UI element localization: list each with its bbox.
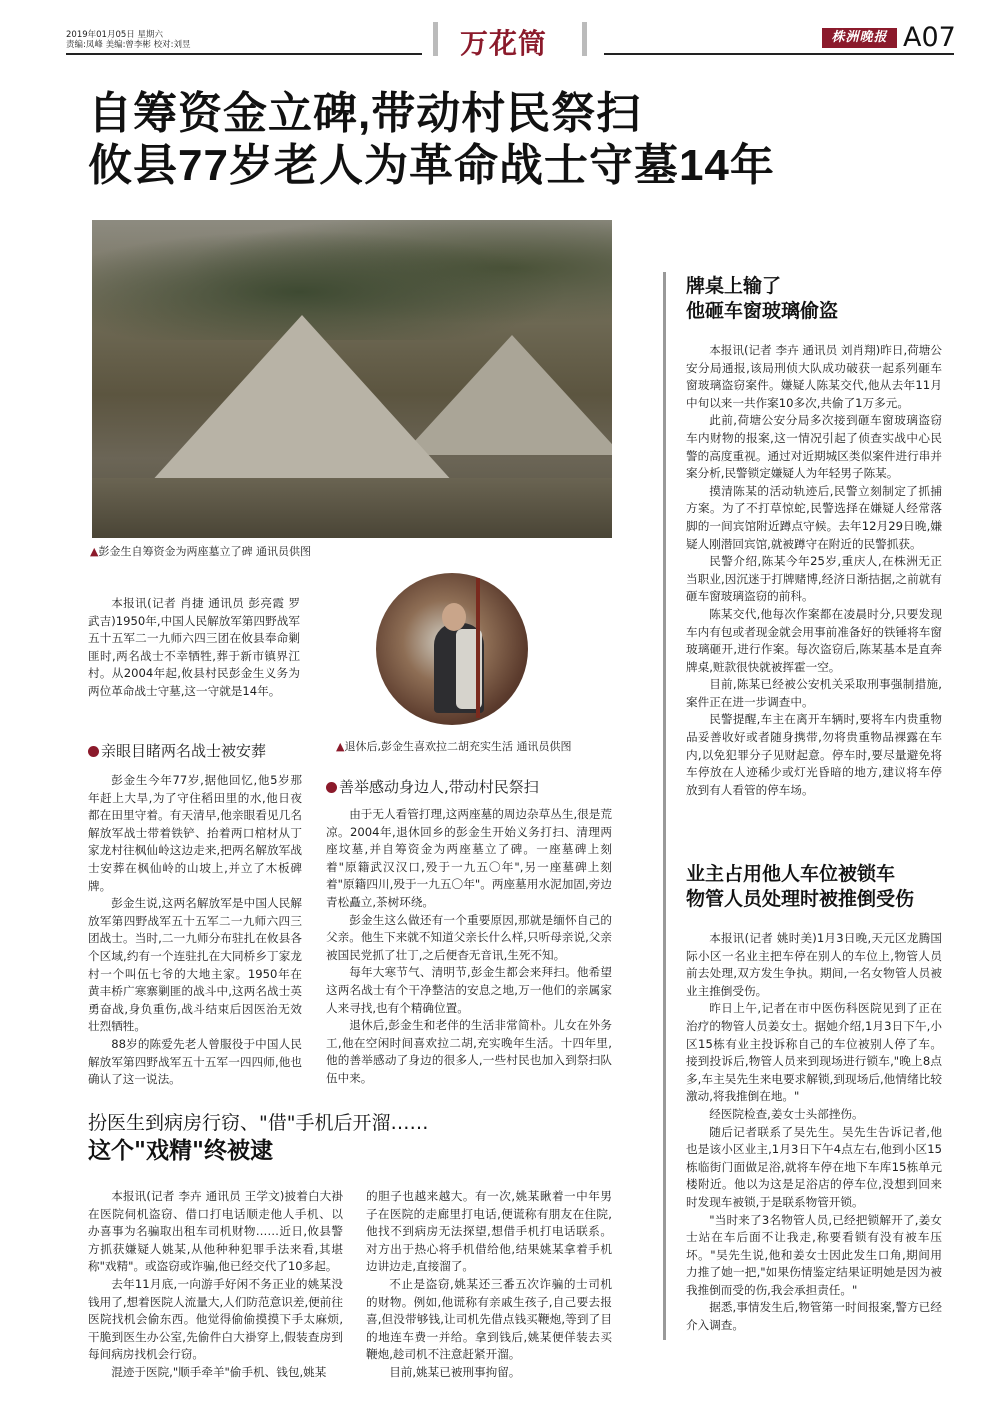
paragraph: 本报讯(记者 李卉 通讯员 王学文)披着白大褂在医院伺机盗窃、借口打电话顺走他人手机、以办喜事为名骗取出租车司机财物……近日,攸县警方抓获嫌疑人姚某,从他种种犯罪手法来看,其堪称"戏精"。或盗窃或诈骗,他已经交代了10多起。	[88, 1189, 343, 1274]
subhead-text: 亲眼目睹两名战士被安葬	[101, 742, 267, 760]
phone-story-col2	[366, 1188, 612, 1382]
paragraph: 此前,荷塘公安分局多次接到砸车窗玻璃盗窃车内财物的报案,这一情况引起了侦查实战中心民警的高度重视。通过对近期城区类似案件进行串并案分析,民警锁定嫌疑人为年轻男子陈某。	[686, 413, 942, 481]
paragraph: 民警介绍,陈某今年25岁,重庆人,在株洲无正当职业,因沉迷于打牌赌博,经济日渐拮据,之前就有砸车窗玻璃盗窃的前科。	[686, 554, 942, 604]
newspaper-logo: 株洲晚报	[822, 28, 897, 48]
paragraph: 民警提醒,车主在离开车辆时,要将车内贵重物品妥善收好或者随身携带,勿将贵重物品裸露在车内,以免犯罪分子见财起意。停车时,要尽量避免将车停放在人迹稀少或灯光昏暗的地方,建议将车停放到有人看管的停车场。	[686, 712, 942, 797]
paragraph: 昨日上午,记者在市中医伤科医院见到了正在治疗的物管人员姜女士。据她介绍,1月3日下午,小区15栋有业主投诉称自己的车位被别人停了车。接到投诉后,物管人员来到现场进行锁车,"晚上8点多,车主吴先生来电要求解锁,到现场后,他情绪比较激动,将我推倒在地。"	[686, 1001, 942, 1104]
paragraph: 随后记者联系了吴先生。吴先生告诉记者,他也是该小区业主,1月3日下午4点左右,他到小区15栋临街门面做足浴,就将车停在地下车库15栋单元楼附近。他以为这是足浴店的停车位,没想到回来时发现车被锁,于是联系物管开锁。	[686, 1124, 942, 1209]
erhu-photo-caption	[336, 738, 571, 754]
headline-line: 牌桌上输了	[686, 275, 782, 297]
main-intro	[88, 595, 300, 701]
paragraph: 陈某交代,他每次作案都在凌晨时分,只要发现车内有包或者现金就会用事前准备好的铁锤将车窗玻璃砸开,进行作案。每次盗窃后,陈某基本是直奔牌桌,赃款很快就被挥霍一空。	[686, 606, 942, 674]
parking-story-body	[686, 930, 942, 1335]
caption-text: 彭金生自筹资金为两座墓立了碑 通讯员供图	[98, 545, 311, 558]
paragraph: 混迹于医院,"顺手牵羊"偷手机、钱包,姚某	[111, 1364, 327, 1379]
paragraph: 去年11月底,一向游手好闲不务正业的姚某没钱用了,想着医院人流量大,人们防范意识差,便前往医院找机会偷东西。他觉得偷偷摸摸下手太麻烦,干脆到医生办公室,先偷件白大褂穿上,假装查房到每间病房找机会行窃。	[88, 1276, 343, 1362]
main-headline-line2: 攸县77岁老人为革命战士守墓14年	[88, 141, 775, 190]
header-rule-right	[604, 53, 954, 55]
subhead-section1	[88, 740, 266, 761]
card-story-body	[686, 342, 942, 799]
phone-story-headline: 这个"戏精"终被逮	[88, 1137, 273, 1164]
bullet-dot-icon	[88, 746, 99, 757]
headline-line: 业主占用他人车位被锁车	[686, 863, 896, 885]
intro-paragraph: 本报讯(记者 肖捷 通讯员 彭亮霞 罗武吉)1950年,中国人民解放军第四野战军五十五军二一九师六四三团在攸县奉命剿匪时,两名战士不幸牺牲,葬于新市镇界江村。从2004年起,攸县村民彭金生义务为两位革命战士守墓,这一守就是14年。	[88, 596, 300, 698]
bullet-dot-icon	[326, 782, 337, 793]
headline-line: 物管人员处理时被推倒受伤	[686, 888, 915, 910]
erhu-photo	[376, 573, 528, 725]
paragraph: 目前,陈某已经被公安机关采取刑事强制措施,案件正在进一步调查中。	[686, 677, 942, 709]
subhead-section2	[326, 776, 539, 797]
paragraph: 本报讯(记者 李卉 通讯员 刘肖翔)昨日,荷塘公安分局通报,该局刑侦大队成功破获一起系列砸车窗玻璃盗窃案件。嫌疑人陈某交代,他从去年11月中旬以来一共作案10多次,共偷了1万多元。	[686, 343, 942, 410]
editor-credits: 责编:凤峰 美编:曾李彬 校对:刘昱	[66, 40, 191, 50]
paragraph: 摸清陈某的活动轨迹后,民警立刻制定了抓捕方案。为了不打草惊蛇,民警选择在嫌疑人经常落脚的一间宾馆附近蹲点守候。去年12月29日晚,嫌疑人刚潜回宾馆,就被蹲守在附近的民警抓获。	[686, 483, 942, 551]
paragraph: 彭金生这么做还有一个重要原因,那就是缅怀自己的父亲。他生下来就不知道父亲长什么样,只听母亲说,父亲被国民党抓了壮丁,之后便杳无音讯,生死不知。	[326, 912, 612, 962]
column-divider	[663, 272, 666, 1340]
section-title: 万花筒	[460, 27, 548, 60]
page-number: A07	[903, 22, 956, 53]
subhead-text: 善举感动身边人,带动村民祭扫	[339, 778, 539, 796]
caption-text: 退休后,彭金生喜欢拉二胡充实生活 通讯员供图	[344, 740, 572, 753]
tomb-photo	[92, 220, 612, 538]
issue-date: 2019年01月05日 星期六	[66, 30, 163, 40]
paragraph: 目前,姚某已被刑事拘留。	[389, 1364, 521, 1379]
paragraph: "当时来了3名物管人员,已经把锁解开了,姜女士站在车后面不让我走,称要看锁有没有被车压坏。"吴先生说,他和姜女士因此发生口角,期间用力推了她一把,"如果伤情鉴定结果证明她是因为被我推倒而受的伤,我会承担责任。"	[686, 1212, 942, 1297]
issue-meta	[66, 30, 191, 50]
paragraph: 的胆子也越来越大。有一次,姚某瞅着一中年男子在医院的走廊里打电话,便谎称有朋友在住院,他找不到病房无法探望,想借手机打电话联系。对方出于热心将手机借给他,结果姚某拿着手机边讲边走,直接溜了。	[366, 1189, 612, 1274]
header-divider	[582, 22, 587, 56]
parking-story-headline	[686, 862, 914, 912]
paragraph: 彭金生今年77岁,据他回忆,他5岁那年赶上大旱,为了守住稻田里的水,他日夜都在田里守着。有天清早,他亲眼看见几名解放军战士带着铁铲、抬着两口棺材从丁家龙村往枫仙岭这边走来,把两名解放军战士安葬在枫仙岭的山坡上,并立了木板碑牌。	[88, 773, 302, 893]
triangle-icon: ▲	[90, 545, 99, 558]
phone-story-kicker: 扮医生到病房行窃、"借"手机后开溜……	[88, 1112, 429, 1134]
header-divider	[433, 22, 438, 56]
card-story-headline	[686, 274, 838, 324]
section2-body	[326, 806, 612, 1088]
section1-body	[88, 772, 302, 1089]
paragraph: 据悉,事情发生后,物管第一时间报案,警方已经介入调查。	[686, 1300, 942, 1333]
triangle-icon: ▲	[336, 740, 345, 753]
paragraph: 彭金生说,这两名解放军是中国人民解放军第四野战军五十五军二一九师六四三团战士。当时,二一九师分布驻扎在攸县各个区域,约有一个连驻扎在大同桥乡丁家龙村一个叫伍七爷的大地主家。1950年在黄丰桥广寒寨剿匪的战斗中,这两名战士英勇奋战,身负重伤,战斗结束后因医治无效壮烈牺牲。	[88, 896, 302, 1034]
paragraph: 经医院检查,姜女士头部挫伤。	[709, 1106, 864, 1121]
main-headline-line1: 自筹资金立碑,带动村民祭扫	[88, 89, 642, 138]
paragraph: 每年大寒节气、清明节,彭金生都会来拜扫。他希望这两名战士有个干净整洁的安息之地,万一他们的亲属家人来寻找,也有个精确位置。	[326, 965, 612, 1015]
paragraph: 不止是盗窃,姚某还三番五次诈骗的士司机的财物。例如,他谎称有亲戚生孩子,自己要去报喜,但没带够钱,让司机先借点钱买鞭炮,等到了目的地连车费一并给。拿到钱后,姚某便佯装去买鞭炮,趁司机不注意赶紧开溜。	[366, 1276, 612, 1362]
header-rule-left	[66, 53, 422, 55]
paragraph: 由于无人看管打理,这两座墓的周边杂草丛生,很是荒凉。2004年,退休回乡的彭金生开始义务打扫、清理两座坟墓,并自筹资金为两座墓立了碑。一座墓碑上刻着"原籍武汉汉口,殁于一九五〇年",另一座墓碑上刻着"原籍四川,殁于一九五〇年"。两座墓用水泥加固,旁边青松矗立,茶树环绕。	[326, 807, 612, 909]
headline-line: 他砸车窗玻璃偷盗	[686, 300, 839, 322]
tomb-photo-caption	[90, 543, 311, 559]
paragraph: 88岁的陈爱先老人曾服役于中国人民解放军第四野战军五十五军一四四师,他也确认了这一说法。	[88, 1036, 302, 1087]
paragraph: 本报讯(记者 姚时美)1月3日晚,天元区龙腾国际小区一名业主把车停在别人的车位上,物管人员前去处理,双方发生争执。期间,一名女物管人员被业主推倒受伤。	[686, 931, 942, 998]
phone-story-col1	[88, 1188, 343, 1382]
paragraph: 退休后,彭金生和老伴的生活非常简朴。儿女在外务工,他在空闲时间喜欢拉二胡,充实晚年生活。十四年里,他的善举感动了身边的很多人,一些村民也加入到祭扫队伍中来。	[326, 1018, 612, 1085]
